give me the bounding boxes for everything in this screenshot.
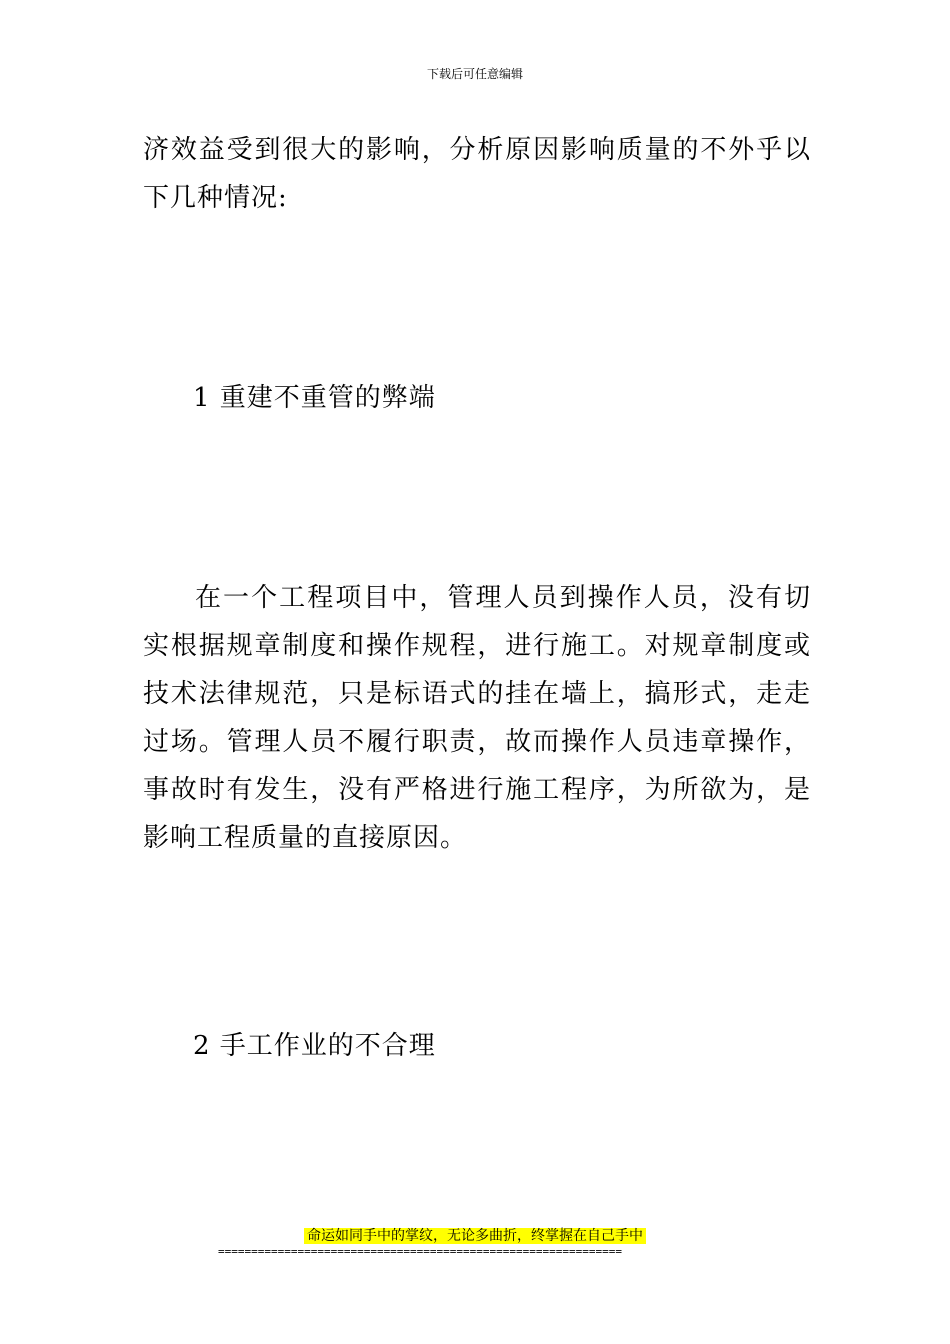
footer-motto-text: 命运如同手中的掌纹，无论多曲折，终掌握在自己手中 [304, 1228, 646, 1244]
footer-divider: ============================================================= [218, 1245, 622, 1258]
body-paragraph-2: 在一个工程项目中，管理人员到操作人员，没有切实根据规章制度和操作规程，进行施工。对规章制度或技术法律规范，只是标语式的挂在墙上，搞形式，走走过场。管理人员不履行职责，故而操作人员违章操作，事故时有发生，没有严格进行施工程序，为所欲为，是影响工程质量的直接原因。 [143, 583, 811, 853]
section-heading-1: 1 重建不重管的弊端 [193, 383, 436, 413]
footer-motto [0, 1226, 950, 1246]
body-paragraph-1: 济效益受到很大的影响，分析原因影响质量的不外乎以下几种情况: [143, 135, 811, 213]
section-heading-2: 2 手工作业的不合理 [193, 1031, 436, 1061]
page-header: 下载后可任意编辑 [426, 67, 523, 81]
